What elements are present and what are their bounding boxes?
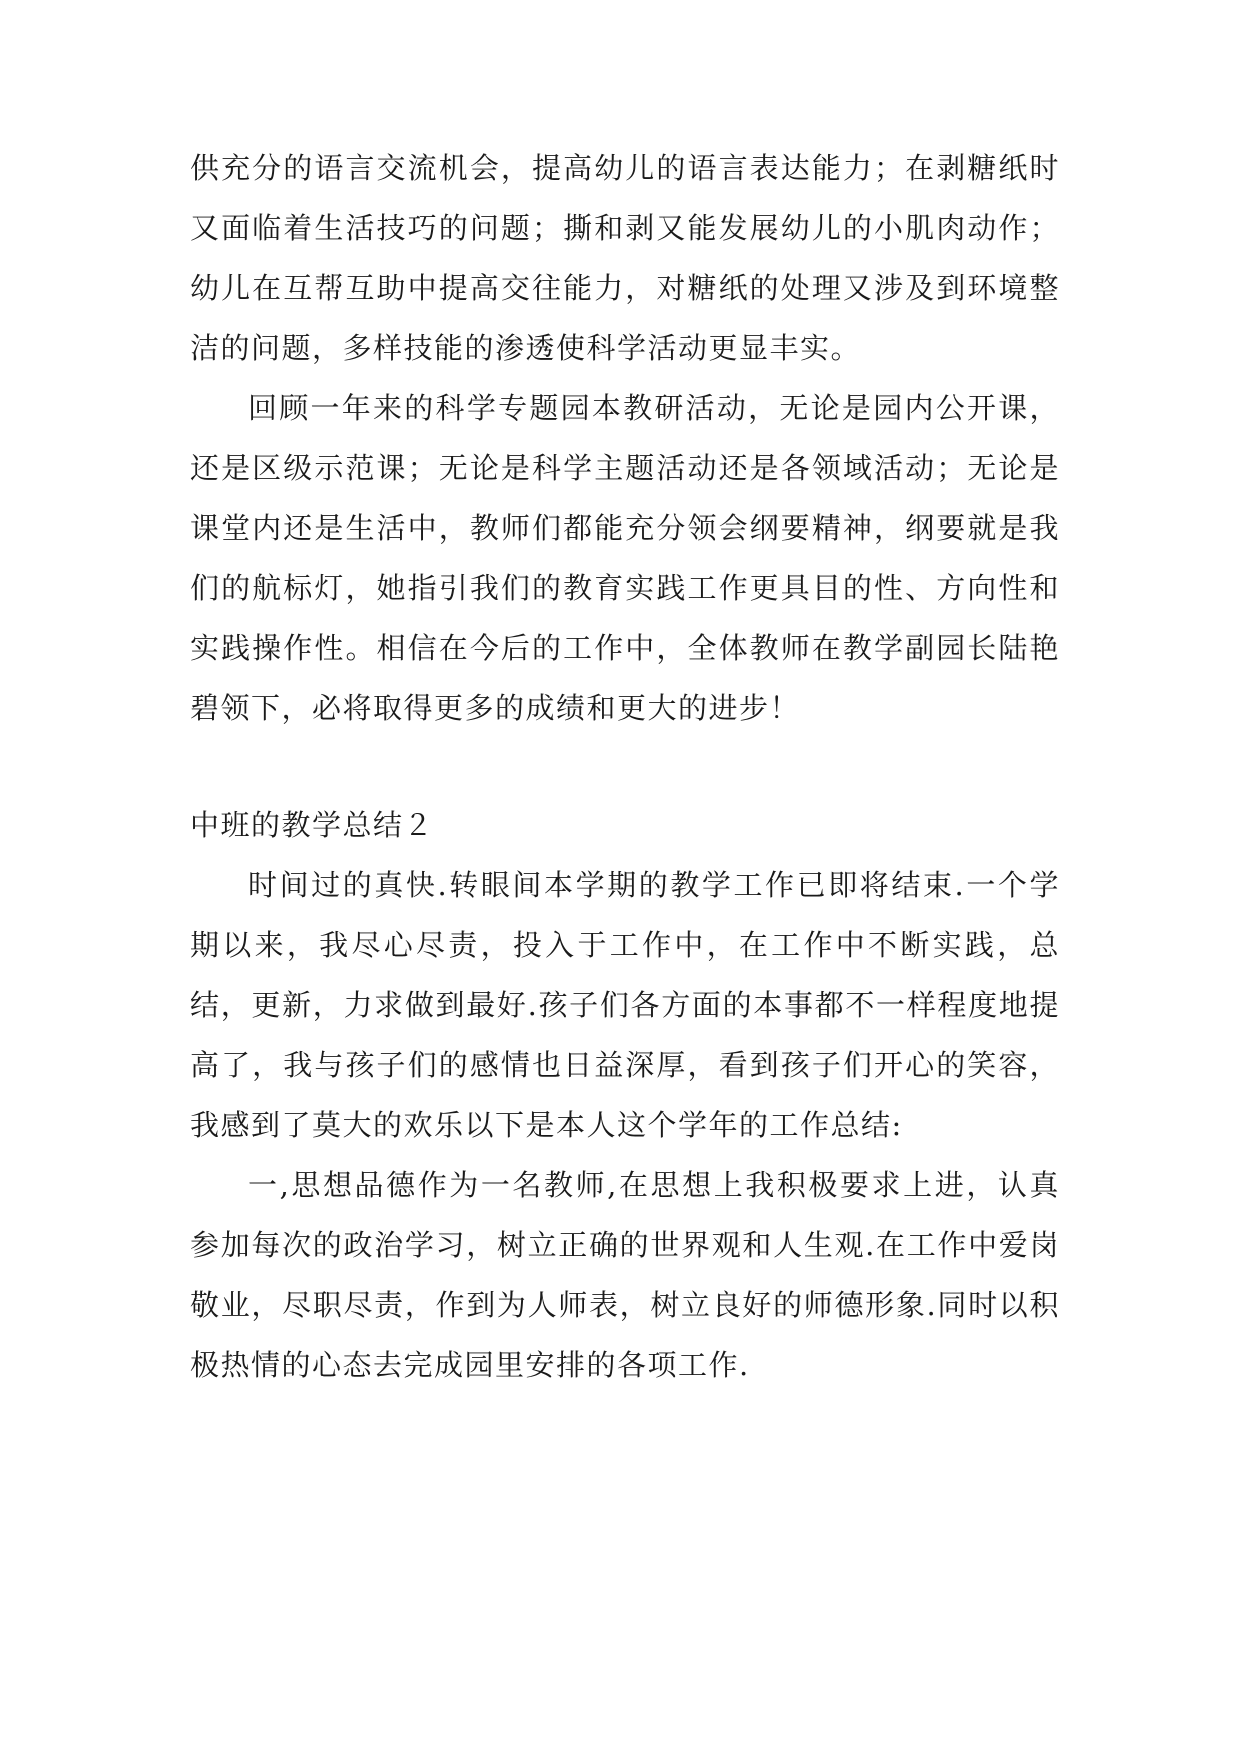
paragraph-4: 一,思想品德作为一名教师,在思想上我积极要求上进，认真参加每次的政治学习，树立正确的世界观和人生观.在工作中爱岗敬业，尽职尽责，作到为人师表，树立良好的师德形象.同时以积极热情的心态去完成园里安排的各项工作. xyxy=(190,1168,1060,1382)
section-1-body xyxy=(190,138,1060,738)
paragraph-2: 回顾一年来的科学专题园本教研活动，无论是园内公开课，还是区级示范课；无论是科学主题活动还是各领域活动；无论是课堂内还是生活中，教师们都能充分领会纲要精神，纲要就是我们的航标灯，她指引我们的教育实践工作更具目的性、方向性和实践操作性。相信在今后的工作中，全体教师在教学副园长陆艳碧领下，必将取得更多的成绩和更大的进步！ xyxy=(190,391,1060,725)
paragraph-3: 时间过的真快.转眼间本学期的教学工作已即将结束.一个学期以来，我尽心尽责，投入于工作中，在工作中不断实践，总结，更新，力求做到最好.孩子们各方面的本事都不一样程度地提高了，我与孩子们的感情也日益深厚，看到孩子们开心的笑容，我感到了莫大的欢乐以下是本人这个学年的工作总结: xyxy=(190,868,1060,1142)
section-2-body xyxy=(190,855,1060,1395)
paragraph-1: 供充分的语言交流机会，提高幼儿的语言表达能力；在剥糖纸时又面临着生活技巧的问题；撕和剥又能发展幼儿的小肌肉动作；幼儿在互帮互助中提高交往能力，对糖纸的处理又涉及到环境整洁的问题，多样技能的渗透使科学活动更显丰实。 xyxy=(190,151,1060,365)
section-2-heading: 中班的教学总结２ xyxy=(190,808,435,842)
